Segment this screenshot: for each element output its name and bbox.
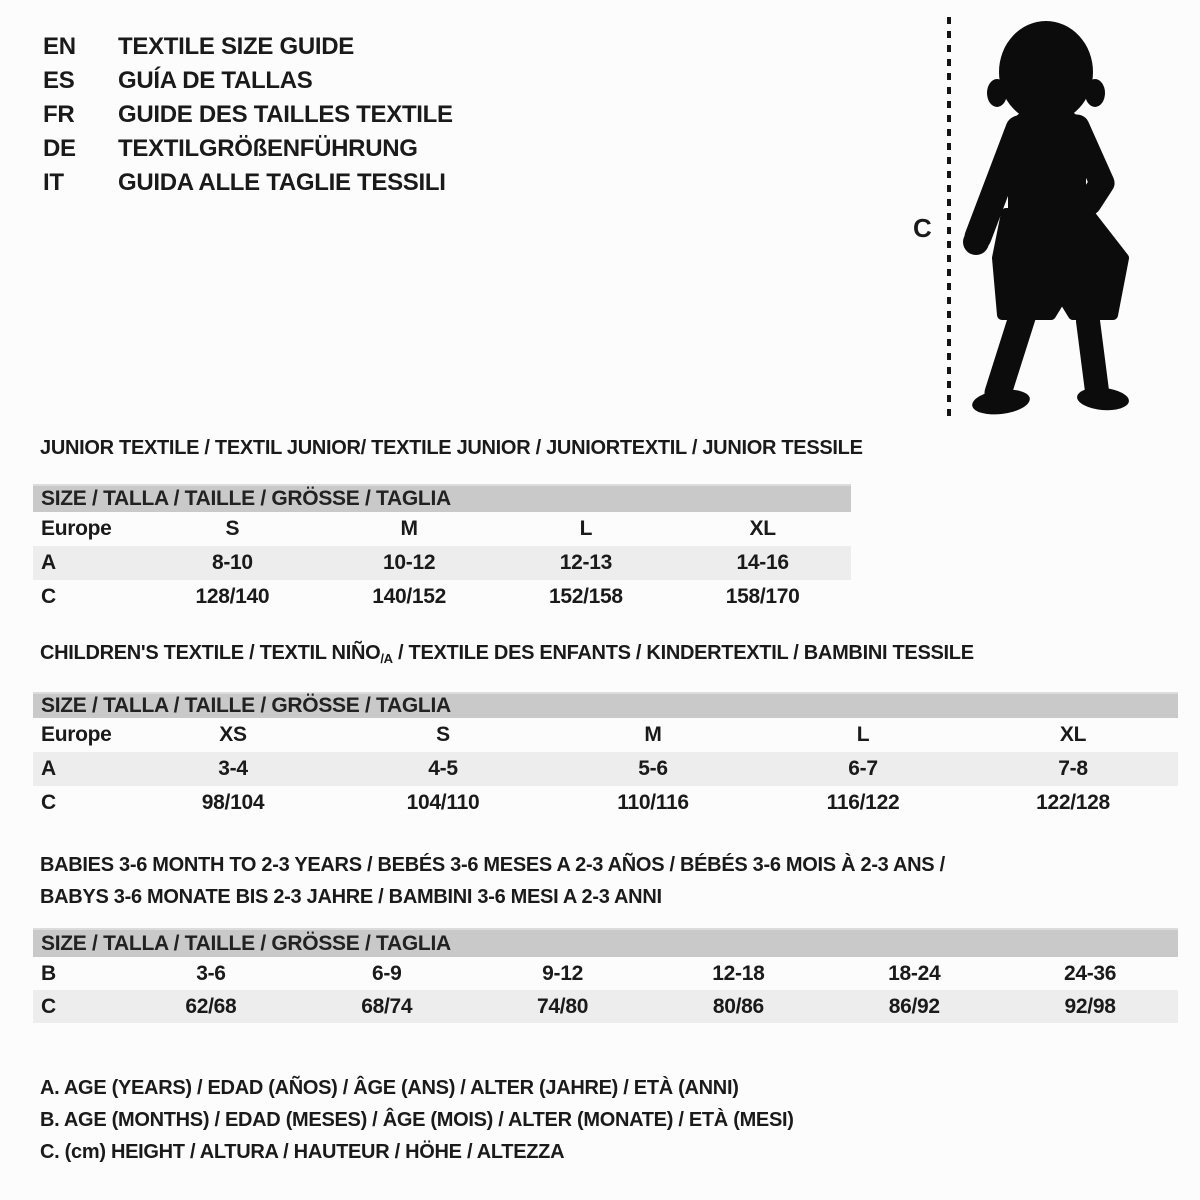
table-cell: S <box>436 723 450 746</box>
language-code: FR <box>43 101 75 128</box>
table-cell: 74/80 <box>537 994 589 1018</box>
table-cell: 86/92 <box>888 994 940 1018</box>
table-cell: 24-36 <box>1063 961 1117 985</box>
junior-size-table <box>33 484 851 614</box>
language-title-list <box>43 30 453 200</box>
table-cell: 128/140 <box>195 585 270 608</box>
row-label-cell: Europe <box>41 517 112 540</box>
table-cell: 4-5 <box>428 757 458 780</box>
row-label-cell: A <box>41 551 56 574</box>
table-cell: S <box>225 517 240 540</box>
table-cell: L <box>856 723 870 746</box>
junior-section-title: JUNIOR TEXTILE / TEXTIL JUNIOR/ TEXTILE JUNIOR / JUNIORTEXTIL / JUNIOR TESSILE <box>40 437 863 459</box>
table-cell: 3-6 <box>196 961 226 985</box>
language-code: EN <box>43 33 76 60</box>
language-row <box>43 64 453 98</box>
table-row <box>33 546 851 580</box>
language-title: GUIDE DES TAILLES TEXTILE <box>118 101 453 128</box>
table-cell: 98/104 <box>201 791 265 814</box>
table-cell: 6-9 <box>372 961 402 985</box>
language-code: ES <box>43 67 75 94</box>
table-row <box>33 752 1178 786</box>
row-label-cell: B <box>41 961 56 985</box>
table-cell: 104/110 <box>406 791 480 814</box>
table-cell: 14-16 <box>736 551 789 574</box>
table-cell: 116/122 <box>826 791 900 814</box>
table-cell: 152/158 <box>548 585 623 608</box>
babies-section-title-line2: BABYS 3-6 MONATE BIS 2-3 JAHRE / BAMBINI 3-6 MESI A 2-3 ANNI <box>40 886 662 908</box>
row-label-cell: C <box>41 791 56 814</box>
height-measure-line <box>947 17 951 417</box>
table-row <box>33 580 851 614</box>
table-cell: 10-12 <box>383 551 436 574</box>
table-cell: 158/170 <box>725 585 800 608</box>
table-cell: M <box>644 723 662 746</box>
language-row <box>43 166 453 200</box>
table-cell: XL <box>1059 723 1087 746</box>
table-cell: 62/68 <box>185 994 237 1018</box>
language-title: GUÍA DE TALLAS <box>118 67 313 94</box>
table-cell: XL <box>749 517 776 540</box>
children-title-sub: /A <box>380 651 393 666</box>
row-label-cell: C <box>41 994 56 1018</box>
table-cell: 68/74 <box>361 994 413 1018</box>
table-row <box>33 512 851 546</box>
table-cell: 7-8 <box>1058 757 1088 780</box>
legend-line-a: A. AGE (YEARS) / EDAD (AÑOS) / ÂGE (ANS) / ALTER (JAHRE) / ETÀ (ANNI) <box>40 1077 739 1099</box>
table-cell: 3-4 <box>218 757 248 780</box>
children-size-table <box>33 692 1178 820</box>
language-row <box>43 98 453 132</box>
table-cell: 8-10 <box>211 551 253 574</box>
children-title-post: / TEXTILE DES ENFANTS / KINDERTEXTIL / BAMBINI TESSILE <box>392 642 974 664</box>
table-cell: 110/116 <box>617 791 689 814</box>
measurement-legend <box>40 1072 794 1168</box>
table-row <box>33 718 1178 752</box>
language-code: DE <box>43 135 76 162</box>
babies-section-title-line1: BABIES 3-6 MONTH TO 2-3 YEARS / BEBÉS 3-6 MESES A 2-3 AÑOS / BÉBÉS 3-6 MOIS À 2-3 ANS / <box>40 854 945 876</box>
height-measure-label: C <box>913 213 932 243</box>
table-cell: 80/86 <box>712 994 764 1018</box>
size-header-bar: SIZE / TALLA / TAILLE / GRÖSSE / TAGLIA <box>33 484 851 512</box>
table-cell: 12-13 <box>559 551 612 574</box>
size-header-bar: SIZE / TALLA / TAILLE / GRÖSSE / TAGLIA <box>33 692 1178 718</box>
babies-size-table <box>33 928 1178 1023</box>
size-header-bar: SIZE / TALLA / TAILLE / GRÖSSE / TAGLIA <box>33 928 1178 957</box>
language-code: IT <box>43 169 64 196</box>
table-cell: L <box>579 517 593 540</box>
legend-line-b: B. AGE (MONTHS) / EDAD (MESES) / ÂGE (MOIS) / ALTER (MONATE) / ETÀ (MESI) <box>40 1109 794 1131</box>
language-row <box>43 132 453 166</box>
table-cell: 92/98 <box>1064 994 1116 1018</box>
language-row <box>43 30 453 64</box>
table-cell: 18-24 <box>888 961 941 985</box>
table-cell: 5-6 <box>638 757 668 780</box>
toddler-silhouette-image <box>961 15 1136 417</box>
table-cell: M <box>400 517 418 540</box>
row-label-cell: C <box>41 585 56 608</box>
table-row <box>33 990 1178 1023</box>
table-cell: 12-18 <box>712 961 765 985</box>
children-section-title <box>40 641 974 667</box>
table-cell: 140/152 <box>372 585 447 608</box>
table-cell: 9-12 <box>542 961 583 985</box>
table-row <box>33 957 1178 990</box>
language-title: GUIDA ALLE TAGLIE TESSILI <box>118 169 446 196</box>
table-cell: 6-7 <box>848 757 878 780</box>
row-label-cell: Europe <box>41 723 112 746</box>
language-title: TEXTILGRÖßENFÜHRUNG <box>118 135 418 162</box>
children-title-pre: CHILDREN'S TEXTILE / TEXTIL NIÑO <box>40 642 381 664</box>
table-row <box>33 786 1178 820</box>
language-title: TEXTILE SIZE GUIDE <box>118 33 354 60</box>
table-cell: XS <box>219 723 247 746</box>
row-label-cell: A <box>41 757 56 780</box>
legend-line-c: C. (cm) HEIGHT / ALTURA / HAUTEUR / HÖHE / ALTEZZA <box>40 1141 565 1163</box>
table-cell: 122/128 <box>1036 791 1110 814</box>
